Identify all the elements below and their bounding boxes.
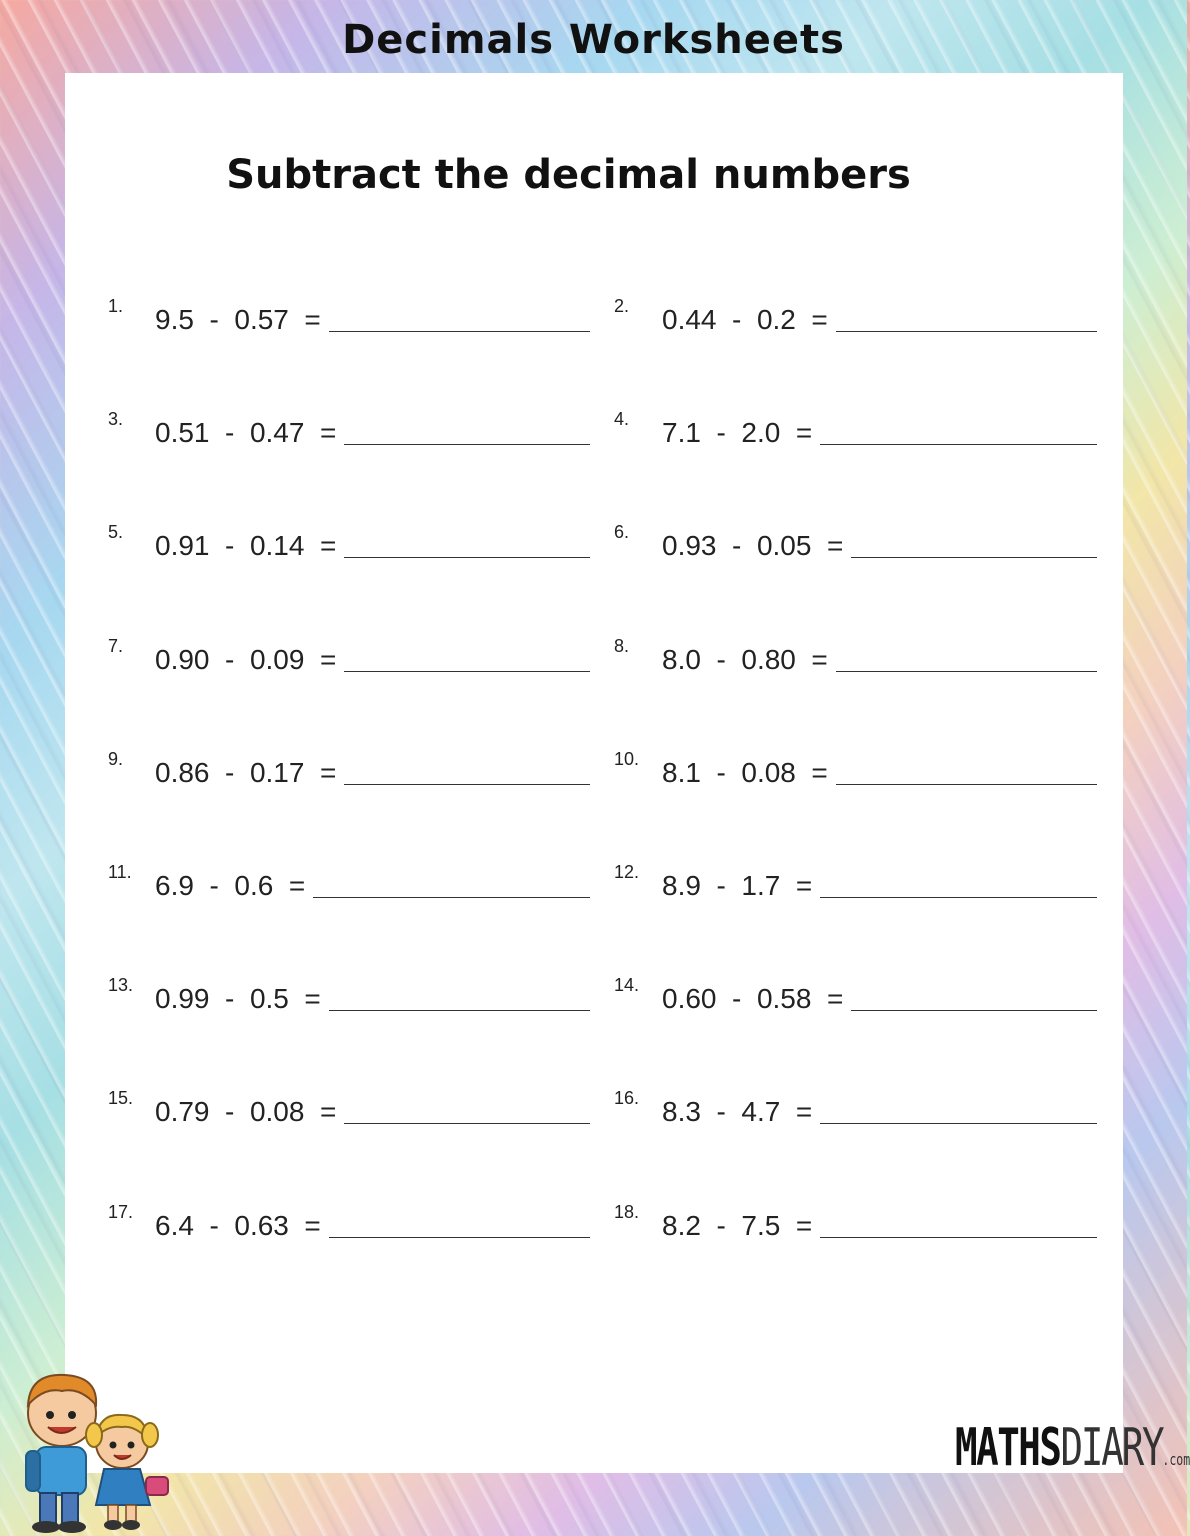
brand-main-text: MATHS <box>955 1418 1061 1478</box>
problem-item <box>108 518 590 562</box>
boy-figure <box>26 1375 96 1533</box>
problem-item <box>614 971 1097 1015</box>
answer-line[interactable] <box>344 444 590 445</box>
problem-expression: 6.4 - 0.63 = <box>155 1209 321 1241</box>
problem-item <box>614 405 1097 449</box>
problem-number: 3. <box>108 409 124 430</box>
problem-number: 11. <box>108 862 132 882</box>
worksheet-header-title: Decimals Worksheets <box>342 17 845 63</box>
problem-number: 16. <box>614 1088 640 1109</box>
answer-line[interactable] <box>820 444 1097 445</box>
problem-expression: 0.44 - 0.2 = <box>662 304 828 335</box>
problem-number: 7. <box>108 635 124 656</box>
problem-expression: 8.3 - 4.7 = <box>662 1096 813 1128</box>
problem-expression: 0.93 - 0.05 = <box>662 530 844 562</box>
problem-item <box>108 1084 590 1128</box>
answer-line[interactable] <box>851 557 1097 558</box>
problem-number: 10. <box>614 748 640 769</box>
problem-number: 1. <box>108 296 124 316</box>
answer-line[interactable] <box>344 557 590 558</box>
problem-expression: 9.5 - 0.57 = <box>155 304 321 335</box>
problem-expression: 0.86 - 0.17 = <box>155 756 337 788</box>
answer-line[interactable] <box>313 897 590 898</box>
problem-item <box>614 632 1097 675</box>
answer-line[interactable] <box>851 1010 1097 1011</box>
problem-number: 13. <box>108 975 134 996</box>
problem-item <box>108 292 590 335</box>
problem-expression: 8.1 - 0.08 = <box>662 756 828 788</box>
answer-line[interactable] <box>344 784 590 785</box>
problem-number: 9. <box>108 748 124 769</box>
problem-expression: 6.9 - 0.6 = <box>155 870 306 901</box>
problem-item <box>614 745 1097 788</box>
answer-line[interactable] <box>820 1123 1097 1124</box>
problem-number: 8. <box>614 635 630 656</box>
problem-number: 4. <box>614 409 630 430</box>
problem-number: 18. <box>614 1201 640 1222</box>
answer-line[interactable] <box>329 1237 590 1238</box>
problem-expression: 0.91 - 0.14 = <box>155 530 337 562</box>
problem-item <box>614 292 1097 335</box>
problem-expression: 0.90 - 0.09 = <box>155 643 337 675</box>
problem-number: 12. <box>614 862 640 882</box>
worksheet-title: Subtract the decimal numbers <box>226 152 911 198</box>
answer-line[interactable] <box>329 1010 590 1011</box>
problem-item <box>108 1198 590 1241</box>
answer-line[interactable] <box>344 1123 590 1124</box>
answer-line[interactable] <box>820 1237 1097 1238</box>
answer-line[interactable] <box>329 331 590 332</box>
problem-expression: 8.0 - 0.80 = <box>662 643 828 675</box>
problem-expression: 8.2 - 7.5 = <box>662 1209 813 1241</box>
answer-line[interactable] <box>820 897 1097 898</box>
problem-expression: 0.60 - 0.58 = <box>662 983 844 1015</box>
answer-line[interactable] <box>836 784 1097 785</box>
brand-diary-text: DIARY <box>1060 1418 1163 1478</box>
problem-number: 14. <box>614 975 640 996</box>
problem-expression: 0.99 - 0.5 = <box>155 983 321 1015</box>
problem-expression: 0.51 - 0.47 = <box>155 417 337 449</box>
problem-item <box>614 518 1097 562</box>
problem-item <box>108 632 590 675</box>
mathsdiary-logo <box>955 1418 1190 1478</box>
problem-item <box>614 858 1097 901</box>
answer-line[interactable] <box>836 331 1097 332</box>
problem-expression: 8.9 - 1.7 = <box>662 870 813 901</box>
problem-number: 17. <box>108 1201 134 1222</box>
problem-item <box>108 745 590 788</box>
problem-item <box>614 1198 1097 1241</box>
problem-number: 2. <box>614 296 630 316</box>
problem-item <box>108 858 590 901</box>
problem-item <box>108 405 590 449</box>
answer-line[interactable] <box>344 671 590 672</box>
problem-expression: 7.1 - 2.0 = <box>662 417 813 449</box>
brand-tld-text: .com <box>1162 1450 1190 1469</box>
problem-item <box>614 1084 1097 1128</box>
problem-item <box>108 971 590 1015</box>
problem-number: 5. <box>108 522 124 543</box>
problem-number: 6. <box>614 522 630 543</box>
problem-expression: 0.79 - 0.08 = <box>155 1096 337 1128</box>
answer-line[interactable] <box>836 671 1097 672</box>
problem-number: 15. <box>108 1088 134 1109</box>
children-illustration <box>10 1365 175 1535</box>
girl-figure <box>86 1415 168 1530</box>
